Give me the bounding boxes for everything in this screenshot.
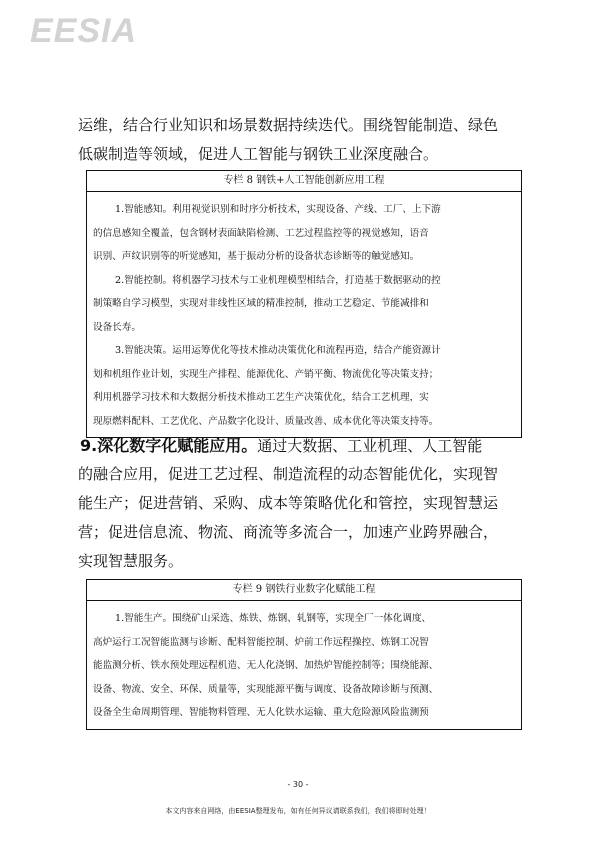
section-9-heading: 9.深化数字化赋能应用。 (80, 436, 258, 455)
intro-paragraph (78, 111, 528, 169)
box-8-title: 专栏 8 钢铁+人工智能创新应用工程 (87, 171, 521, 192)
box-8-line: 识别、声纹识别等的听觉感知，基于振动分析的设备状态诊断等的触觉感知。 (93, 251, 420, 262)
section-9-text: 通过大数据、工业机理、人工智能 (257, 437, 483, 455)
section-9-line: 能生产；促进营销、采购、成本等策略优化和管控，实现智慧运 (78, 494, 499, 512)
footer-note: 本文内容来自网络，由EESIA整理发布，如有任何异议请联系我们，我们将即时处理！ (165, 807, 431, 815)
page-number: - 30 - (287, 780, 309, 789)
box-8-line: 设备长寿。 (93, 321, 141, 333)
section-9-line: 的融合应用，促进工艺过程、制造流程的动态智能优化，实现智 (78, 465, 499, 483)
section-9-line (78, 431, 528, 460)
box-9-title: 专栏 9 钢铁行业数字化赋能工程 (87, 580, 521, 601)
box-8-line: 的信息感知全覆盖，包含钢材表面缺陷检测、工艺过程监控等的视觉感知，语音 (93, 227, 429, 239)
box-8-line: 现原燃料配料、工艺优化、产品数字化设计、质量改善、成本优化等决策支持等。 (93, 415, 439, 427)
box-9-line: 能监测分析、铁水预处理远程机造、无人化浇钢、加热炉智能控制等；围绕能源、 (93, 660, 439, 671)
box-9-line: 设备全生命周期管理、智能物料管理、无人化铁水运输、重大危险源风险监测预 (93, 707, 429, 718)
box-8-line: 利用机器学习技术和大数据分析技术推动工艺生产决策优化，结合工艺机理，实 (93, 392, 429, 403)
section-9-paragraph (78, 431, 528, 576)
box-8-line: 1.智能感知。利用视觉识别和时序分析技术，实现设备、产线、工厂、上下游 (115, 204, 441, 215)
box-8-body (87, 192, 521, 437)
section-9-line: 实现智慧服务。 (78, 552, 184, 570)
box-9-line: 高炉运行工况智能监测与诊断、配料智能控制、炉前工作远程操控、炼钢工况智 (93, 636, 429, 648)
column-box-8 (86, 170, 522, 438)
box-9-line: 1.智能生产。围绕矿山采选、炼铁、炼钢、轧钢等，实现全厂一体化调度、 (115, 613, 432, 624)
box-8-line: 划和机组作业计划，实现生产排程、能源优化、产销平衡、物流优化等决策支持； (93, 368, 439, 380)
box-8-line: 制策略自学习模型，实现对非线性区域的精准控制，推动工艺稳定、节能减排和 (93, 298, 429, 309)
column-box-9 (86, 579, 522, 730)
box-9-body (87, 601, 521, 729)
intro-line: 低碳制造等领域，促进人工智能与钢铁工业深度融合。 (78, 145, 439, 163)
intro-line: 运维，结合行业知识和场景数据持续迭代。围绕智能制造、绿色 (78, 116, 499, 134)
box-8-line: 2.智能控制。将机器学习技术与工业机理模型相结合，打造基于数据驱动的控 (115, 274, 441, 286)
box-8-line: 3.智能决策。运用运筹优化等技术推动决策优化和流程再造，结合产能资源计 (115, 345, 441, 356)
section-9-line: 营；促进信息流、物流、商流等多流合一，加速产业跨界融合， (78, 523, 499, 541)
box-9-line: 设备、物流、安全、环保、质量等，实现能源平衡与调度、设备故障诊断与预测、 (93, 683, 439, 695)
eesia-watermark-logo: EESIA (30, 12, 138, 50)
